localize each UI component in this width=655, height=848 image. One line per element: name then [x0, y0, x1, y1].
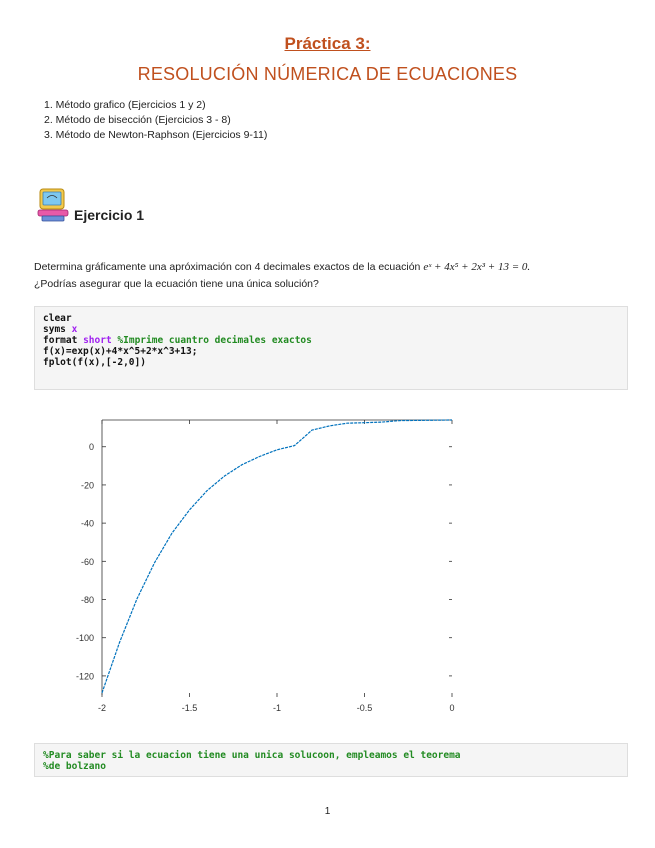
y-tick-label: -20: [80, 480, 94, 491]
code-comment: %de bolzano: [43, 761, 106, 772]
plot-line-fx: [102, 420, 452, 693]
plot-ticks: [76, 420, 455, 713]
code-comment: %Para saber si la ecuacion tiene una unica solucoon, empleamos el teorema: [43, 750, 461, 761]
y-tick-label: 0: [88, 442, 94, 453]
y-tick-label: -80: [80, 595, 94, 606]
code-line: clear: [43, 313, 72, 324]
y-tick-label: -100: [75, 633, 94, 644]
table-of-contents: [44, 98, 267, 143]
code-line: f(x)=exp(x)+4*x^5+2*x^3+13;: [43, 346, 198, 357]
toc-item: 3. Método de Newton-Raphson (Ejercicios 9-11): [44, 129, 268, 141]
y-tick-label: -120: [75, 671, 94, 682]
x-tick-label: -1: [272, 703, 282, 713]
computer-icon: [36, 187, 70, 223]
code-line: fplot(f(x),[-2,0]): [43, 357, 146, 368]
exercise-title: Ejercicio 1: [74, 207, 145, 223]
plot-axes: [102, 420, 452, 695]
page-subtitle: RESOLUCIÓN NÚMERICA DE ECUACIONES: [137, 64, 518, 84]
code-keyword: syms: [43, 324, 66, 335]
toc-item: 2. Método de bisección (Ejercicios 3 - 8): [44, 114, 231, 126]
y-tick-label: -40: [80, 518, 94, 529]
x-tick-label: -2: [97, 703, 107, 713]
code-argument: short: [83, 335, 112, 346]
x-tick-label: -1.5: [181, 703, 198, 713]
code-block-comment[interactable]: [34, 743, 628, 777]
page-title: Práctica 3:: [284, 34, 371, 53]
page-number: 1: [324, 806, 331, 817]
exercise-statement: [34, 259, 634, 293]
plot-figure: [60, 410, 480, 720]
statement-question: ¿Podrías asegurar que la ecuación tiene una única solución?: [34, 278, 319, 290]
equation: eˣ + 4x⁵ + 2x³ + 13 = 0.: [423, 261, 531, 273]
toc-item: 1. Método grafico (Ejercicios 1 y 2): [44, 99, 206, 111]
plot-series: [102, 420, 452, 693]
y-tick-label: -60: [80, 556, 94, 567]
code-keyword: format: [43, 335, 78, 346]
code-block[interactable]: [34, 306, 628, 390]
code-variable: x: [71, 324, 78, 335]
code-comment: %Imprime cuantro decimales exactos: [117, 335, 312, 346]
x-tick-label: 0: [449, 703, 455, 713]
statement-text: Determina gráficamente una apróximación con 4 decimales exactos de la ecuación: [34, 261, 421, 273]
x-tick-label: -0.5: [356, 703, 373, 713]
